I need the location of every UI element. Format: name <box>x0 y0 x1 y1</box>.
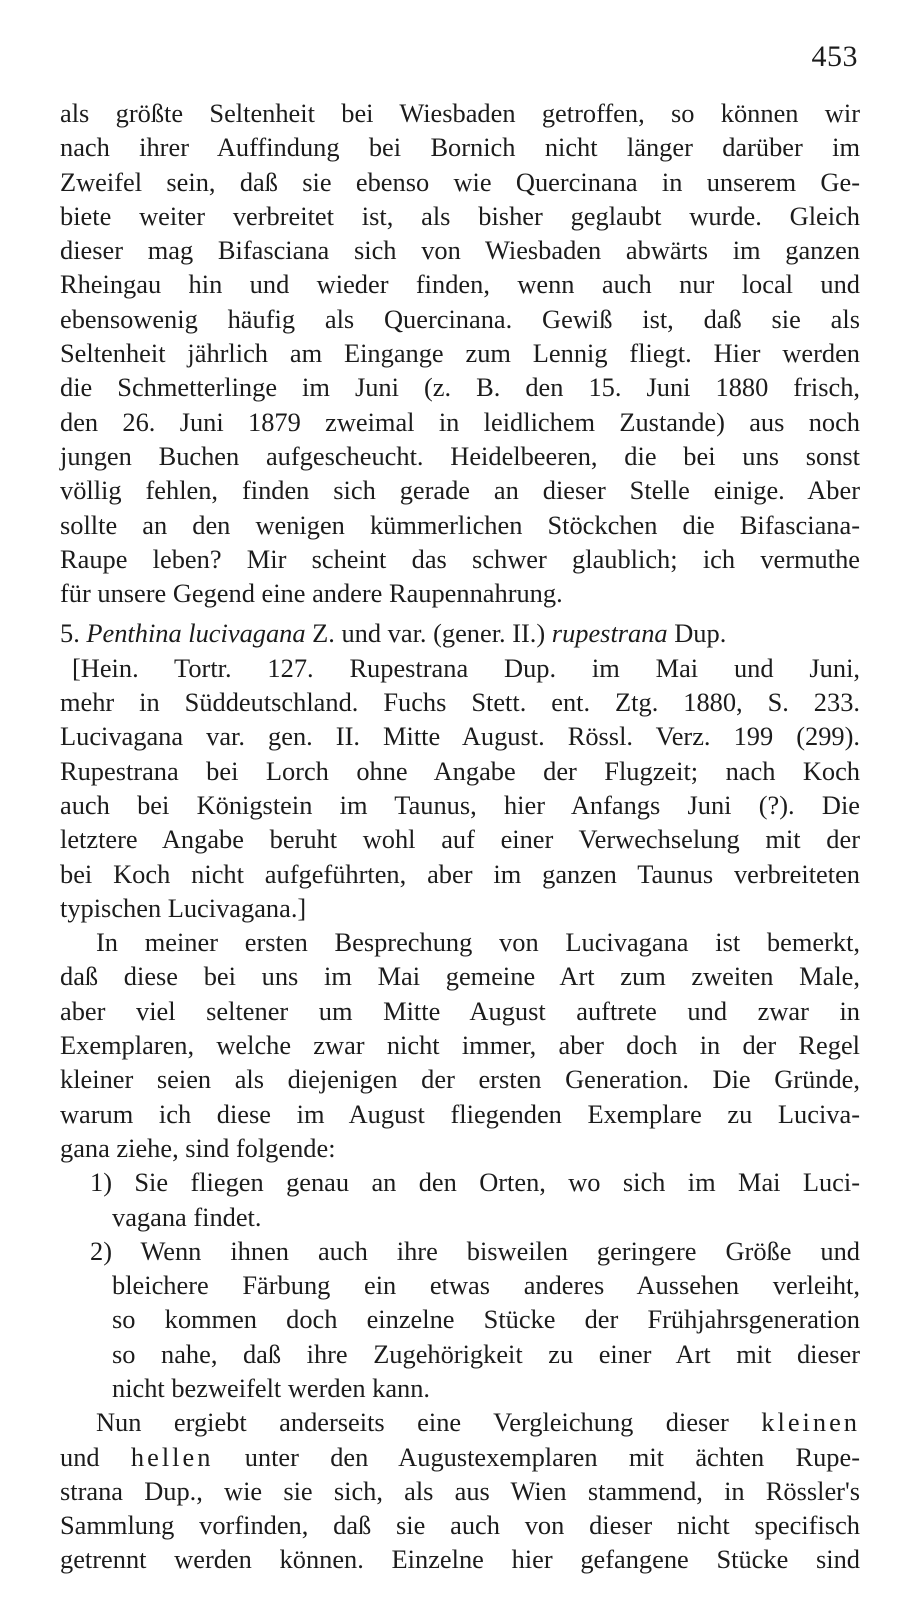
spaced-word: hellen <box>130 1441 214 1472</box>
text-line: ebensowenig häufig als Quercinana. Gewiß ist, daß sie als <box>60 303 860 334</box>
spaced-word: kleinen <box>761 1407 860 1438</box>
text-line: so kommen doch einzelne Stücke der Frühjahrsgeneration <box>112 1304 860 1335</box>
text-line: In meiner ersten Besprechung von Lucivagana ist bemerkt, <box>96 927 860 958</box>
text-line: auch bei Königstein im Taunus, hier Anfangs Juni (?). Die <box>60 789 860 820</box>
text-line: den 26. Juni 1879 zweimal in leidlichem Zustande) aus noch <box>60 406 860 437</box>
text-line: völlig fehlen, finden sich gerade an dieser Stelle einige. Aber <box>60 475 860 506</box>
text-line <box>60 1405 860 1439</box>
text-fragment: unter den Augustexemplaren mit ächten Rupe- <box>244 1441 860 1472</box>
heading-number: 5. <box>60 618 80 649</box>
text-line: warum ich diese im August fliegenden Exemplare zu Luciva- <box>60 1098 860 1129</box>
text-line: 1) Sie fliegen genau an den Orten, wo sich im Mai Luci- <box>90 1167 860 1198</box>
text-line: Seltenheit jährlich am Eingange zum Lennig fliegt. Hier werden <box>60 338 860 369</box>
heading-variety: rupestrana <box>551 618 668 649</box>
text-line: 2) Wenn ihnen auch ihre bisweilen geringere Größe und <box>90 1235 860 1266</box>
text-line <box>60 1440 860 1474</box>
heading-middle: Z. und var. (gener. II.) <box>312 618 546 649</box>
text-line: daß diese bei uns im Mai gemeine Art zum zweiten Male, <box>60 961 860 992</box>
page-body <box>60 96 860 1577</box>
page-number: 453 <box>811 40 858 73</box>
text-line: vagana findet. <box>112 1201 262 1232</box>
text-line: für unsere Gegend eine andere Raupennahrung. <box>60 578 563 609</box>
text-line: [Hein. Tortr. 127. Rupestrana Dup. im Mai und Juni, <box>72 652 860 683</box>
text-line: sollte an den wenigen kümmerlichen Stöckchen die Bifasciana- <box>60 509 860 540</box>
text-line: strana Dup., wie sie sich, als aus Wien stammend, in Rössler's <box>60 1475 860 1506</box>
paragraph-3 <box>60 1405 860 1576</box>
text-fragment: Nun ergiebt anderseits eine Vergleichung dieser <box>96 1407 729 1438</box>
heading-species: Penthina lucivagana <box>86 618 306 649</box>
text-line: Rupestrana bei Lorch ohne Angabe der Flugzeit; nach Koch <box>60 755 860 786</box>
list-item <box>60 1165 860 1234</box>
text-line: bei Koch nicht aufgeführten, aber im ganzen Taunus verbreiteten <box>60 858 860 889</box>
text-line: letztere Angabe beruht wohl auf einer Verwechselung mit der <box>60 824 860 855</box>
text-line: die Schmetterlinge im Juni (z. B. den 15. Juni 1880 frisch, <box>60 372 860 403</box>
text-line: nach ihrer Auffindung bei Bornich nicht länger darüber im <box>60 132 860 163</box>
text-line: getrennt werden können. Einzelne hier gefangene Stücke sind <box>60 1544 860 1575</box>
text-line: jungen Buchen aufgescheucht. Heidelbeeren, die bei uns sonst <box>60 440 860 471</box>
text-line: mehr in Süddeutschland. Fuchs Stett. ent. Ztg. 1880, S. 233. <box>60 687 860 718</box>
text-line: Zweifel sein, daß sie ebenso wie Quercinana in unserem Ge- <box>60 166 860 197</box>
text-line: bleichere Färbung ein etwas anderes Aussehen verleiht, <box>112 1270 860 1301</box>
heading-author: Dup. <box>674 618 727 649</box>
references-block <box>60 651 860 925</box>
paragraph-1 <box>60 96 860 610</box>
text-line: als größte Seltenheit bei Wiesbaden getroffen, so können wir <box>60 98 860 128</box>
text-line: dieser mag Bifasciana sich von Wiesbaden abwärts im ganzen <box>60 235 860 266</box>
list-item <box>60 1234 860 1405</box>
text-line: biete weiter verbreitet ist, als bisher geglaubt wurde. Gleich <box>60 200 860 231</box>
text-line: gana ziehe, sind folgende: <box>60 1132 336 1163</box>
text-line: kleiner seien als diejenigen der ersten Generation. Die Gründe, <box>60 1064 860 1095</box>
text-line: aber viel seltener um Mitte August auftrete und zwar in <box>60 995 860 1026</box>
section-heading <box>60 616 860 650</box>
text-line: so nahe, daß ihre Zugehörigkeit zu einer Art mit dieser <box>112 1338 860 1369</box>
text-line: nicht bezweifelt werden kann. <box>112 1372 431 1403</box>
text-line: Lucivagana var. gen. II. Mitte August. Rössl. Verz. 199 (299). <box>60 721 860 752</box>
text-line: Rheingau hin und wieder finden, wenn auch nur local und <box>60 269 860 300</box>
text-fragment: und <box>60 1441 100 1472</box>
text-line: typischen Lucivagana.] <box>60 892 307 923</box>
text-line: Exemplaren, welche zwar nicht immer, aber doch in der Regel <box>60 1030 860 1061</box>
paragraph-2 <box>60 925 860 1165</box>
text-line: Sammlung vorfinden, daß sie auch von dieser nicht specifisch <box>60 1510 860 1541</box>
text-line: Raupe leben? Mir scheint das schwer glaublich; ich vermuthe <box>60 543 860 574</box>
